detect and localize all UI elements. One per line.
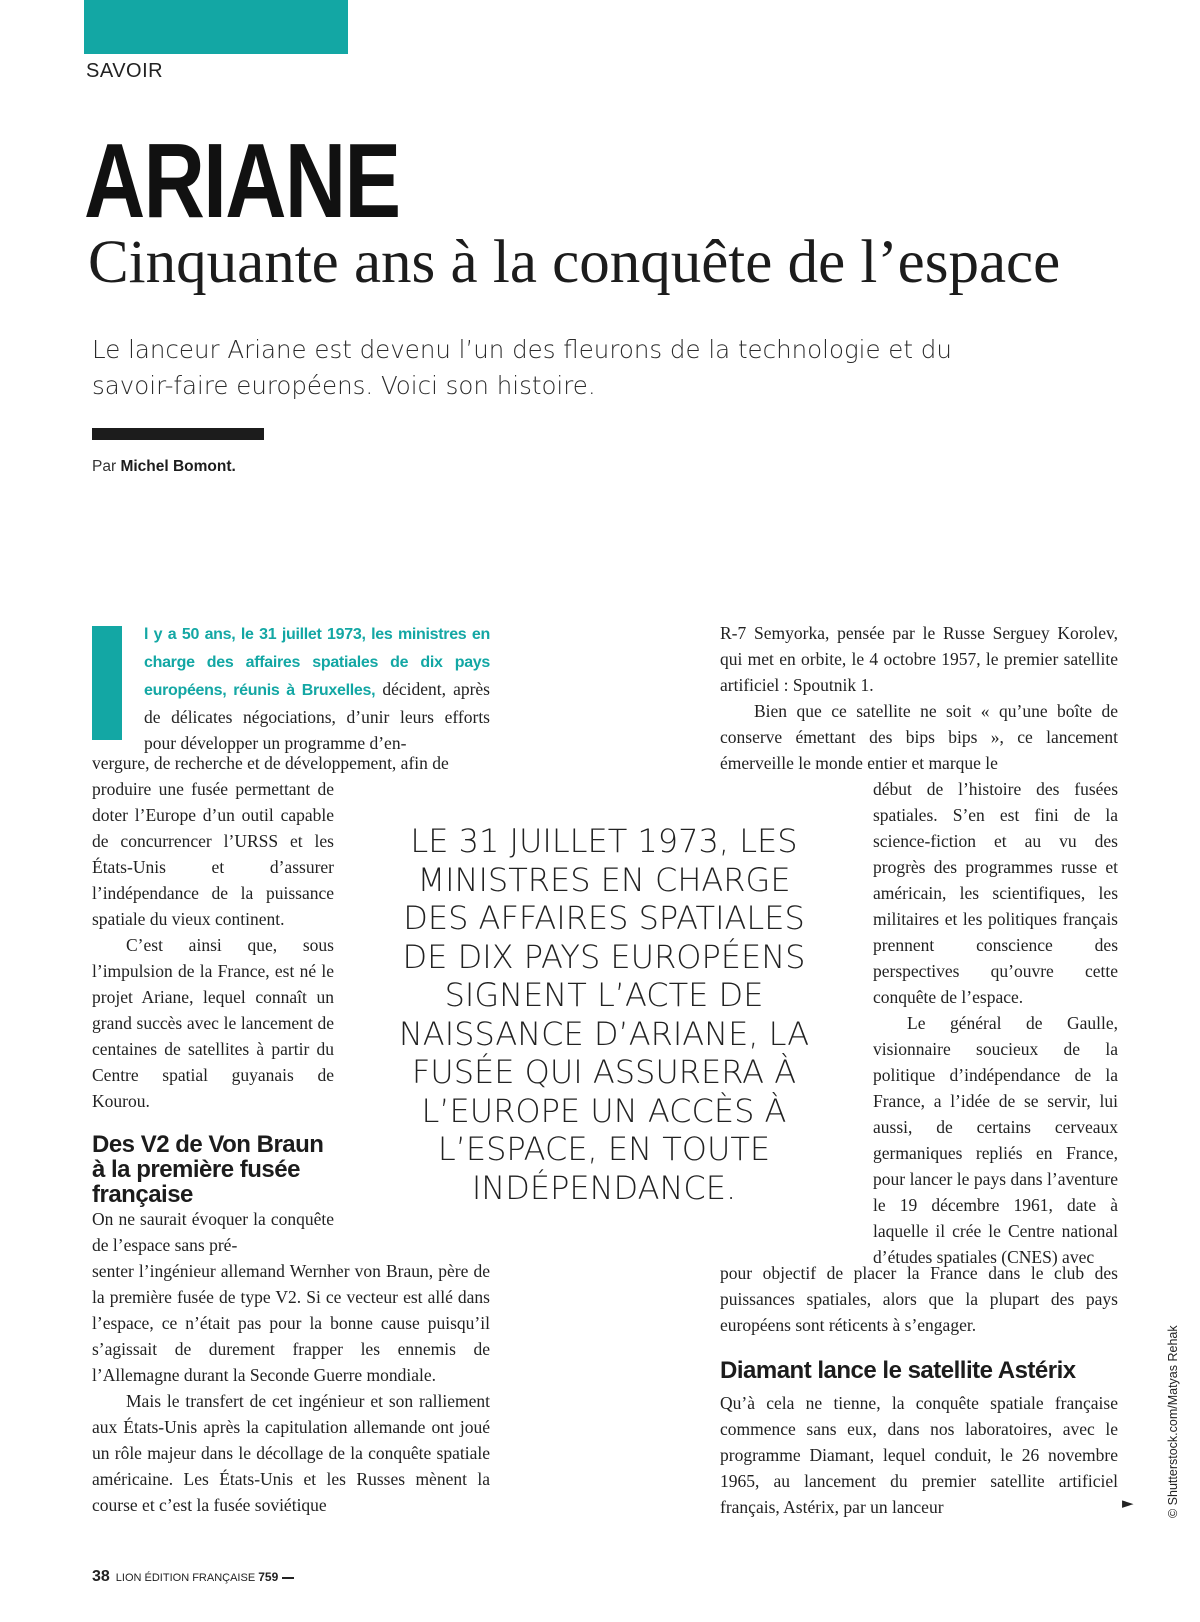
body-col1-opening (144, 620, 490, 756)
magazine-name: LION ÉDITION FRANÇAISE (115, 1572, 256, 1584)
body-paragraph: R-7 Semyorka, pensée par le Russe Serguey Korolev, qui met en orbite, le 4 octobre 1957, le premier satellite artificiel : Spoutnik 1. (720, 623, 1118, 695)
photo-credit-text: © Shutterstock.com/Matyas Rehak (1166, 1325, 1180, 1518)
article-subtitle: Cinquante ans à la conquête de l’espace (88, 229, 1061, 296)
body-col2-top (720, 620, 1118, 776)
article-intro: Le lanceur Ariane est devenu l’un des fleurons de la technologie et du savoir-faire européens. Voici son histoire. (92, 335, 952, 400)
body-col1-narrow (92, 776, 334, 1114)
body-col2-bottom (720, 1390, 1118, 1520)
pull-quote: LE 31 JUILLET 1973, LES MINISTRES EN CHARGE DES AFFAIRES SPATIALES DE DIX PAYS EUROPÉENS SIGNENT L’ACTE DE NAISSANCE D’ARIANE, LA FUSÉE QUI ASSURERA À L’EUROPE UN ACCÈS À L’ESPACE, EN TOUTE INDÉPENDANCE. (398, 822, 810, 1207)
body-paragraph: début de l’histoire des fusées spatiales. S’en est fini de la science-fiction et au vu des progrès des programmes russe et américain, les scientifiques, les militaires et les politiques français prennent conscience des perspectives qu’ouvre cette conquête de l’espace. (873, 779, 1118, 1007)
byline (92, 458, 236, 476)
section-label: SAVOIR (86, 60, 164, 82)
issue-number: 759 (258, 1570, 279, 1584)
byline-author: Michel Bomont. (120, 458, 236, 475)
page-number: 38 (92, 1568, 110, 1585)
drop-cap-bar (92, 626, 122, 740)
body-paragraph: Bien que ce satellite ne soit « qu’une boîte de conserve émettant des bips bips », ce lancement émerveille le monde entier et marque le (720, 701, 1118, 773)
body-col2-narrow (873, 776, 1118, 1270)
body-col1-line (92, 750, 490, 776)
article-title: ARIANE (84, 122, 400, 240)
photo-credit (1166, 1318, 1186, 1518)
footer-dash (282, 1577, 294, 1579)
body-col1-narrow-2 (92, 1206, 334, 1258)
body-paragraph: senter l’ingénieur allemand Wernher von Braun, père de la première fusée de type V2. Si ce vecteur est allé dans l’espace, ce n’était pas pour la bonne cause puisqu’il s’agissait de durement frapper les ennemis de l’Allemagne durant la Seconde Guerre mondiale. (92, 1261, 490, 1385)
body-text: décident, après de délicates négociations, d’unir leurs efforts pour développer un programme d’en- (144, 679, 490, 753)
body-col2-wide (720, 1260, 1118, 1338)
subheading-diamant: Diamant lance le satellite Astérix (720, 1357, 1076, 1384)
body-text: vergure, de recherche et de développement, afin de (92, 753, 449, 773)
body-paragraph: produire une fusée permettant de doter l’Europe d’un outil capable de concurrencer l’URSS et les États-Unis et d’assurer l’indépendance de la puissance spatiale du vieux continent. (92, 779, 334, 929)
subheading-v2: Des V2 de Von Braun à la première fusée française (92, 1131, 324, 1208)
continue-arrow-icon: ► (1122, 1494, 1134, 1512)
body-paragraph: Le général de Gaulle, visionnaire soucieux de la politique d’indépendance de la France, a l’idée de se servir, lui aussi, de certains cerveaux germaniques repliés en France, pour lancer le pays dans l’aventure le 19 décembre 1961, date à laquelle il crée le Centre national d’études spatiales (CNES) avec (873, 1013, 1118, 1267)
intro-rule (92, 428, 264, 440)
body-paragraph: Mais le transfert de cet ingénieur et son ralliement aux États-Unis après la capitulation allemande ont joué un rôle majeur dans le décollage de la conquête spatiale américaine. Les États-Unis et les Russes mènent la course et c’est la fusée soviétique (92, 1391, 490, 1515)
body-paragraph: Qu’à cela ne tienne, la conquête spatiale française commence sans eux, dans nos laboratoires, avec le programme Diamant, lequel conduit, le 26 novembre 1965, au lancement du premier satellite artificiel français, Astérix, par un lanceur (720, 1393, 1118, 1517)
body-paragraph: On ne saurait évoquer la conquête de l’espace sans pré- (92, 1209, 334, 1255)
body-paragraph: pour objectif de placer la France dans le club des puissances spatiales, alors que la plupart des pays européens sont réticents à s’engager. (720, 1263, 1118, 1335)
body-col1-wide (92, 1258, 490, 1518)
body-paragraph: C’est ainsi que, sous l’impulsion de la France, est né le projet Ariane, lequel connaît un grand succès avec le lancement de centaines de satellites à partir du Centre spatial guyanais de Kourou. (92, 935, 334, 1111)
section-color-bar (84, 0, 348, 54)
lead-text: l y a 50 ans, le 31 juillet 1973, les ministres en charge des affaires spatiales de dix pays européens, réunis à Bruxelles, (144, 626, 490, 699)
page-footer (92, 1568, 294, 1586)
byline-prefix: Par (92, 458, 117, 475)
